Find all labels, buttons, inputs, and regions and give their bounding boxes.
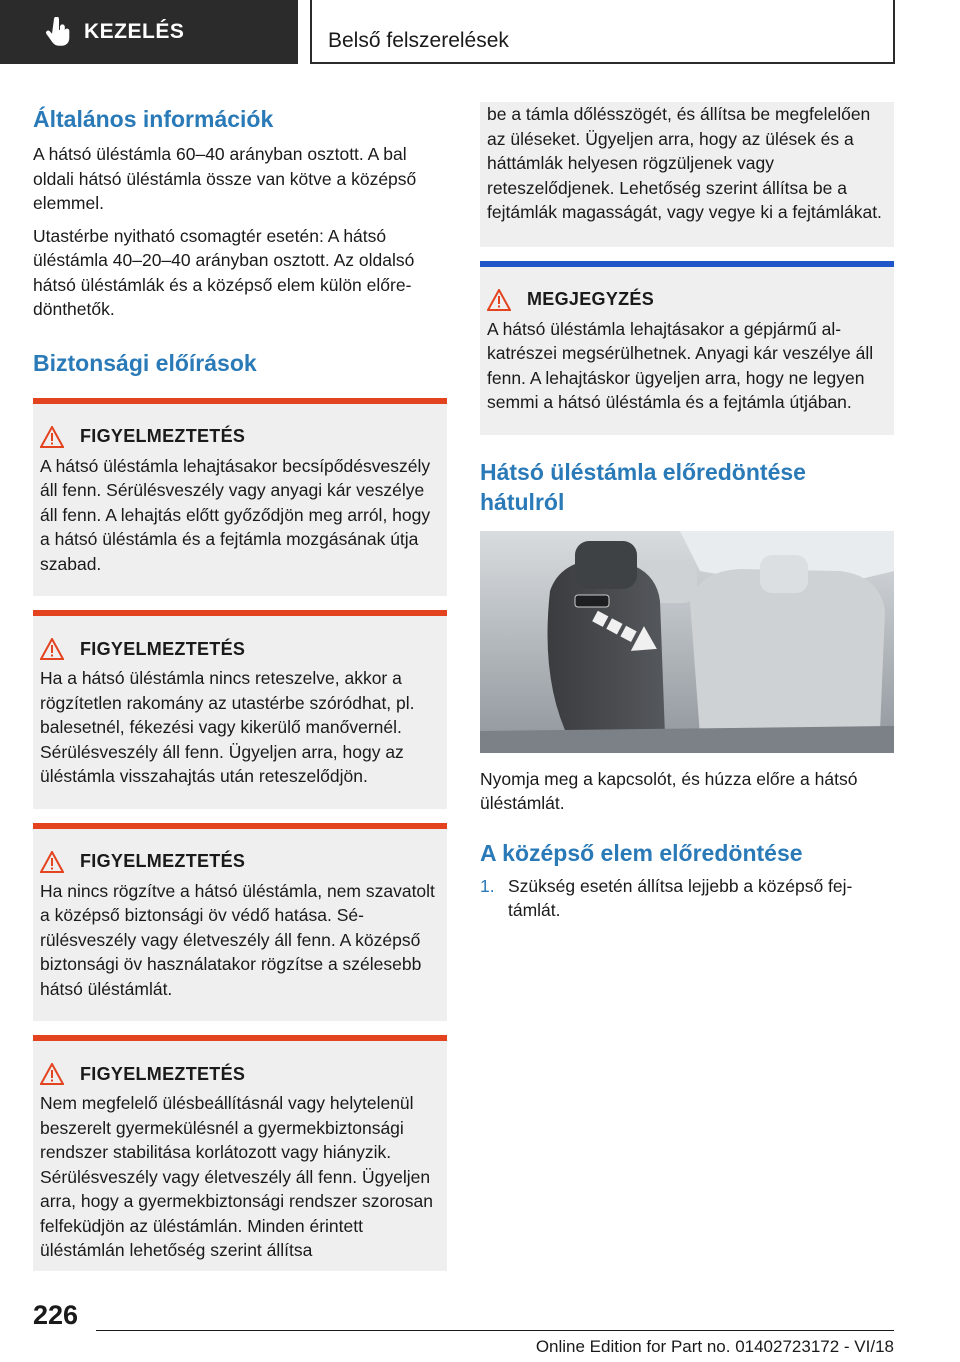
step-item [480, 874, 894, 923]
warning-triangle-icon [40, 638, 64, 660]
note-text: A hátsó üléstámla lehajtásakor a gépjármű alkatrészei megsérülhetnek. Anyagi kár veszélye áll fenn. A lehajtáskor ügyeljen arra, hogy ne legyen semmi a hátsó üléstámla és a fejtámla útjában. [487, 318, 874, 412]
rear-seat-photo [480, 531, 894, 753]
section-tab [0, 0, 298, 64]
warning-box [33, 610, 447, 809]
page-number: 226 [33, 1300, 79, 1330]
right-column [480, 102, 894, 923]
footer-divider [96, 1330, 894, 1331]
heading-safety: Biztonsági előírások [33, 349, 257, 376]
photo-caption: Nyomja meg a kapcsolót, és húzza előre a hátsó üléstámlát. [480, 768, 858, 813]
chapter-title: Belső felszerelések [328, 29, 509, 52]
warning-box-continued [480, 102, 894, 247]
warning-title: FIGYELMEZTETÉS [40, 1063, 439, 1085]
heading-general-info: Általános információk [33, 106, 274, 132]
warning-text: A hátsó üléstámla lehajtásakor becsípődésveszély áll fenn. Sérülésveszély vagy anyagi kár veszélye áll fenn. A lehajtás előtt győződjön meg arról, hogy a hátsó üléstámla és a fejtámla mozgásának útja szabad. [40, 455, 431, 574]
heading-fold-from-rear: Hátsó üléstámla előredöntése hátulról [480, 458, 806, 515]
warning-triangle-icon [40, 426, 64, 448]
warning-text: Ha nincs rögzítve a hátsó üléstámla, nem szavatolt a középső biztonsági öv védő hatása. Sérülésveszély vagy életveszély áll fenn. A középső biztonsági öv használatakor rögzítse a szélesebb hátsó üléstámlát. [40, 880, 435, 999]
warning-title: FIGYELMEZTETÉS [40, 638, 439, 660]
note-title: MEGJEGYZÉS [487, 289, 886, 311]
left-column [33, 100, 447, 1271]
warning-text: Nem megfelelő ülésbeállításnál vagy helytelenül beszerelt gyermekülésnél a gyermekbiztonsági rendszer stabilitása korlátozott vagy hiányzik. Sérülésveszély vagy életveszély áll fenn. Ügyeljen arra, hogy a gyermekbiztonsági rendszer szorosan felfeküdjön az üléstámlán. Minden érintett üléstámlán lehetőség szerint állítsa [40, 1093, 433, 1260]
note-box [480, 261, 894, 435]
heading-middle-fold: A középső elem előredöntése [480, 839, 803, 866]
hand-pointer-icon [42, 15, 76, 49]
step-number: 1. [480, 875, 495, 896]
edition-text: Online Edition for Part no. 01402723172 - VI/18 [535, 1337, 894, 1356]
warning-title: FIGYELMEZTETÉS [40, 851, 439, 873]
warning-box [33, 1035, 447, 1271]
warning-triangle-icon [40, 1063, 64, 1085]
warning-box [33, 398, 447, 597]
paragraph-split-ratio: A hátsó üléstámla 60–40 arányban osztott. A bal oldali hátsó üléstámla össze van kötve a középső elemmel. [33, 144, 417, 213]
warning-triangle-icon [487, 289, 511, 311]
warning-triangle-icon [40, 851, 64, 873]
warning-text-continued: be a támla dőlésszögét, és állítsa be megfelelően az üléseket. Ügyeljen arra, hogy az ülések és a háttámlák helyesen rögzüljenek vagy reteszelődjenek. Lehetőség szerint állítsa be a fejtámlák magasságát, vagy vegye ki a fejtámlákat. [487, 104, 882, 222]
warning-text: Ha a hátsó üléstámla nincs reteszelve, akkor a rögzítetlen rakomány az utastérbe szóródhat, pl. balesetnél, fékezési vagy kikerülő manővernél. Sérülésveszély áll fenn. Ügyeljen arra, hogy az üléstámla visszahajtás után reteszelődjön. [40, 668, 415, 786]
chapter-tab [310, 0, 895, 64]
warning-title: FIGYELMEZTETÉS [40, 426, 439, 448]
paragraph-cargo-variant: Utastérbe nyitható csomagtér esetén: A hátsó üléstámla 40–20–40 arányban osztott. Az oldalsó hátsó üléstámlák és a középső elem külön előredönthetők. [33, 225, 415, 319]
warning-box [33, 823, 447, 1022]
section-title: KEZELÉS [84, 20, 185, 43]
step-text: Szükség esetén állítsa lejjebb a középső fejtámlát. [508, 875, 853, 920]
